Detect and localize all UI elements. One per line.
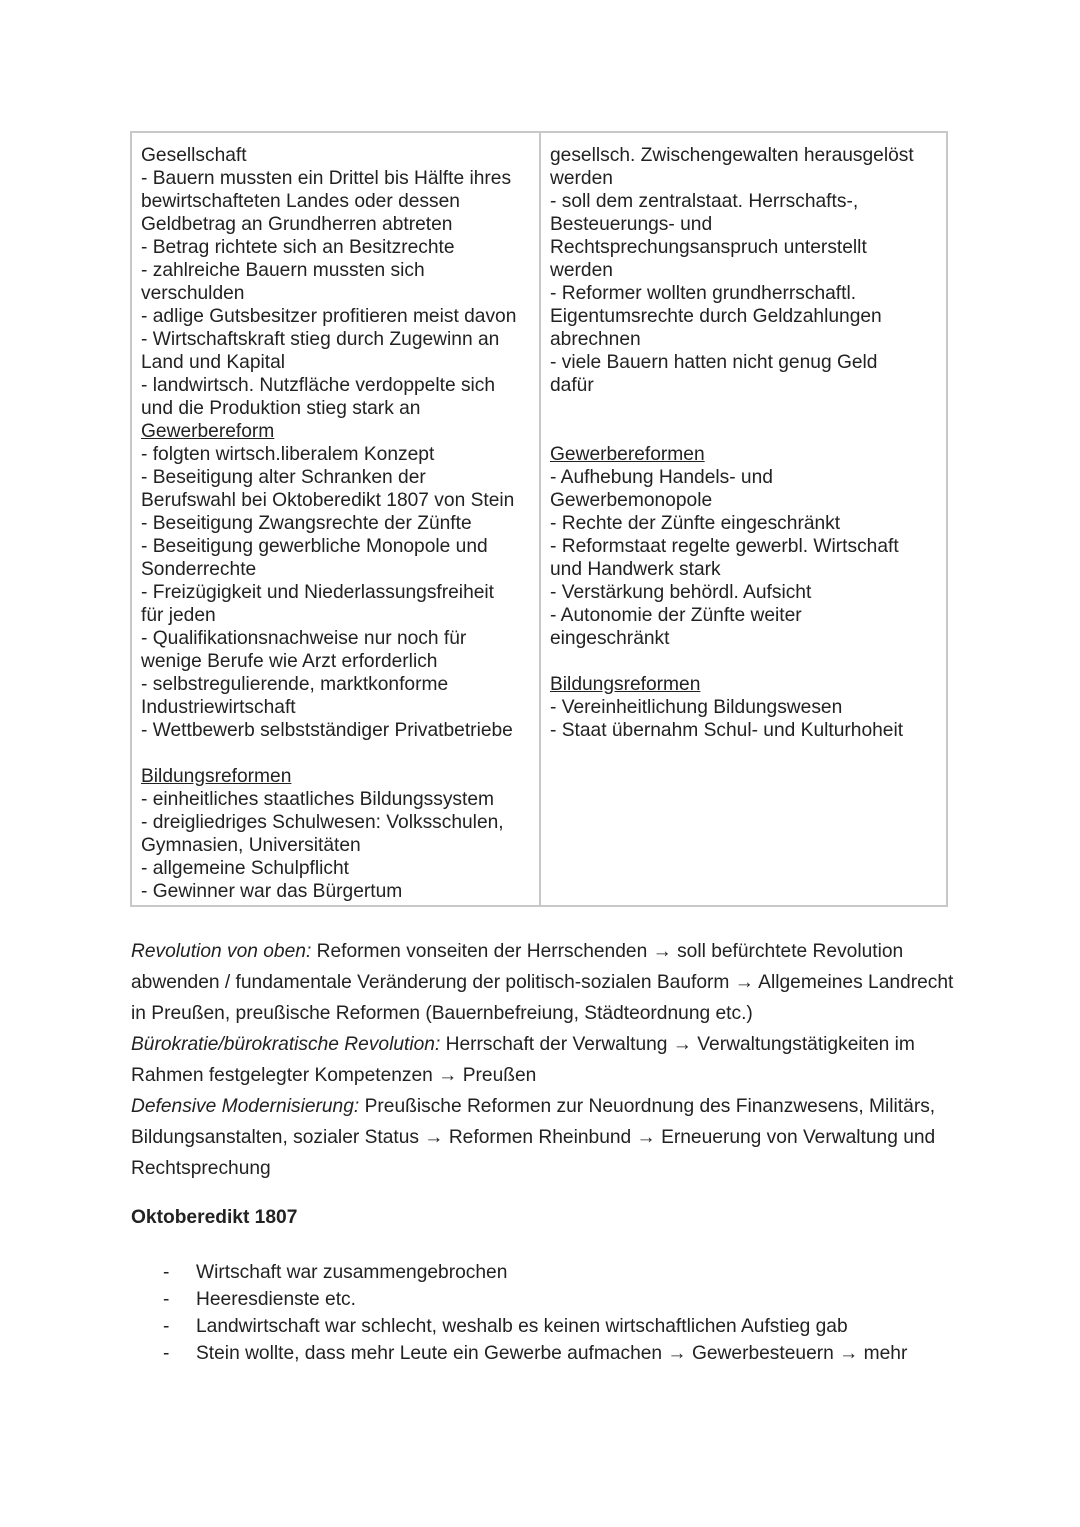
table-line: - Beseitigung Zwangsrechte der Zünfte bbox=[141, 513, 472, 534]
definition-revolution-von-oben bbox=[131, 936, 961, 1029]
table-line: werden bbox=[550, 168, 613, 189]
definition-buerokratie bbox=[131, 1029, 961, 1091]
table-line: abrechnen bbox=[550, 329, 641, 350]
bullet-marker: - bbox=[163, 1343, 170, 1364]
blank-line bbox=[550, 397, 938, 420]
table-line: und Handwerk stark bbox=[550, 559, 721, 580]
definition-text: Reformen vonseiten der Herrschenden → soll befürchtete Revolution abwenden / fundamentale Veränderung der politisch-sozialen Bauform → Allgemeines Landrecht in Preußen, preußische Reformen (Bauernbefreiung, Städteordnung etc.) bbox=[131, 941, 954, 1024]
list-item-text: Stein wollte, dass mehr Leute ein Gewerbe aufmachen → Gewerbesteuern → mehr bbox=[196, 1343, 908, 1364]
bullet-list bbox=[131, 1259, 961, 1367]
table-line: - Freizügigkeit und Niederlassungsfreiheit bbox=[141, 582, 495, 603]
table-line: - Betrag richtete sich an Besitzrechte bbox=[141, 237, 455, 258]
table-line: - dreigliedriges Schulwesen: Volksschulen, bbox=[141, 812, 504, 833]
table-line: werden bbox=[550, 260, 613, 281]
table-line: - Wettbewerb selbstständiger Privatbetriebe bbox=[141, 720, 513, 741]
table-line: eingeschränkt bbox=[550, 628, 670, 649]
table-line: gesellsch. Zwischengewalten herausgelöst bbox=[550, 145, 914, 166]
table-line: - Wirtschaftskraft stieg durch Zugewinn an bbox=[141, 329, 500, 350]
table-line: - einheitliches staatliches Bildungssystem bbox=[141, 789, 495, 810]
list-item-text: Heeresdienste etc. bbox=[196, 1289, 356, 1310]
bullet-marker: - bbox=[163, 1289, 170, 1310]
definition-term: Bürokratie/bürokratische Revolution: bbox=[131, 1034, 441, 1055]
list-item bbox=[131, 1313, 961, 1340]
table-right-column bbox=[541, 133, 946, 905]
table-line: - Verstärkung behördl. Aufsicht bbox=[550, 582, 812, 603]
table-line: Land und Kapital bbox=[141, 352, 286, 373]
section-heading: Gewerbereform bbox=[141, 421, 275, 442]
blank-line bbox=[550, 650, 938, 673]
table-line: - folgten wirtsch.liberalem Konzept bbox=[141, 444, 435, 465]
table-line: - Gewinner war das Bürgertum bbox=[141, 881, 403, 902]
table-line: - Bauern mussten ein Drittel bis Hälfte ihres bbox=[141, 168, 512, 189]
table-line: für jeden bbox=[141, 605, 216, 626]
bullet-marker: - bbox=[163, 1262, 170, 1283]
notes-table bbox=[130, 131, 948, 907]
list-item bbox=[131, 1340, 961, 1367]
table-line: - Staat übernahm Schul- und Kulturhoheit bbox=[550, 720, 904, 741]
table-line: Berufswahl bei Oktoberedikt 1807 von Stein bbox=[141, 490, 515, 511]
definitions-block bbox=[131, 936, 961, 1184]
list-item bbox=[131, 1259, 961, 1286]
table-line: Gymnasien, Universitäten bbox=[141, 835, 361, 856]
section-heading: Bildungsreformen bbox=[550, 674, 701, 695]
table-line: - viele Bauern hatten nicht genug Geld bbox=[550, 352, 878, 373]
table-line: - Vereinheitlichung Bildungswesen bbox=[550, 697, 843, 718]
list-item-text: Wirtschaft war zusammengebrochen bbox=[196, 1262, 508, 1283]
table-line: - Rechte der Zünfte eingeschränkt bbox=[550, 513, 841, 534]
list-item-text: Landwirtschaft war schlecht, weshalb es keinen wirtschaftlichen Aufstieg gab bbox=[196, 1316, 848, 1337]
definition-text: Preußische Reformen zur Neuordnung des Finanzwesens, Militärs, Bildungsanstalten, sozialer Status → Reformen Rheinbund → Erneuerung von Verwaltung und Rechtsprechung bbox=[131, 1096, 936, 1179]
table-line: - soll dem zentralstaat. Herrschafts-, bbox=[550, 191, 859, 212]
table-line: - Beseitigung gewerbliche Monopole und bbox=[141, 536, 488, 557]
definition-term: Revolution von oben: bbox=[131, 941, 312, 962]
table-line: - Reformer wollten grundherrschaftl. bbox=[550, 283, 857, 304]
blank-line bbox=[550, 420, 938, 443]
definition-defensive-modernisierung bbox=[131, 1091, 961, 1184]
section-heading: Gewerbereformen bbox=[550, 444, 705, 465]
blank-line bbox=[141, 742, 531, 765]
table-line: - landwirtsch. Nutzfläche verdoppelte sich bbox=[141, 375, 496, 396]
section-title: Oktoberedikt 1807 bbox=[131, 1207, 298, 1228]
table-line: Rechtsprechungsanspruch unterstellt bbox=[550, 237, 867, 258]
table-line: - selbstregulierende, marktkonforme bbox=[141, 674, 449, 695]
table-line: - allgemeine Schulpflicht bbox=[141, 858, 349, 879]
table-line: - Beseitigung alter Schranken der bbox=[141, 467, 426, 488]
table-line: - Autonomie der Zünfte weiter bbox=[550, 605, 802, 626]
table-line: dafür bbox=[550, 375, 594, 396]
table-line: Besteuerungs- und bbox=[550, 214, 713, 235]
table-line: - adlige Gutsbesitzer profitieren meist davon bbox=[141, 306, 517, 327]
table-line: wenige Berufe wie Arzt erforderlich bbox=[141, 651, 438, 672]
table-line: Industriewirtschaft bbox=[141, 697, 296, 718]
definition-term: Defensive Modernisierung: bbox=[131, 1096, 360, 1117]
table-line: - Qualifikationsnachweise nur noch für bbox=[141, 628, 467, 649]
table-line: - zahlreiche Bauern mussten sich bbox=[141, 260, 425, 281]
bullet-marker: - bbox=[163, 1316, 170, 1337]
table-line: - Reformstaat regelte gewerbl. Wirtschaft bbox=[550, 536, 899, 557]
table-line: Sonderrechte bbox=[141, 559, 257, 580]
table-line: und die Produktion stieg stark an bbox=[141, 398, 421, 419]
table-left-column bbox=[132, 133, 541, 905]
table-line: - Aufhebung Handels- und bbox=[550, 467, 773, 488]
table-line: bewirtschafteten Landes oder dessen bbox=[141, 191, 460, 212]
list-item bbox=[131, 1286, 961, 1313]
table-line: verschulden bbox=[141, 283, 245, 304]
table-line: Eigentumsrechte durch Geldzahlungen bbox=[550, 306, 882, 327]
section-heading: Bildungsreformen bbox=[141, 766, 292, 787]
definition-text: Herrschaft der Verwaltung → Verwaltungstätigkeiten im Rahmen festgelegter Kompetenzen → Preußen bbox=[131, 1034, 915, 1086]
table-line: Gesellschaft bbox=[141, 145, 247, 166]
table-line: Gewerbemonopole bbox=[550, 490, 713, 511]
table-line: Geldbetrag an Grundherren abtreten bbox=[141, 214, 453, 235]
